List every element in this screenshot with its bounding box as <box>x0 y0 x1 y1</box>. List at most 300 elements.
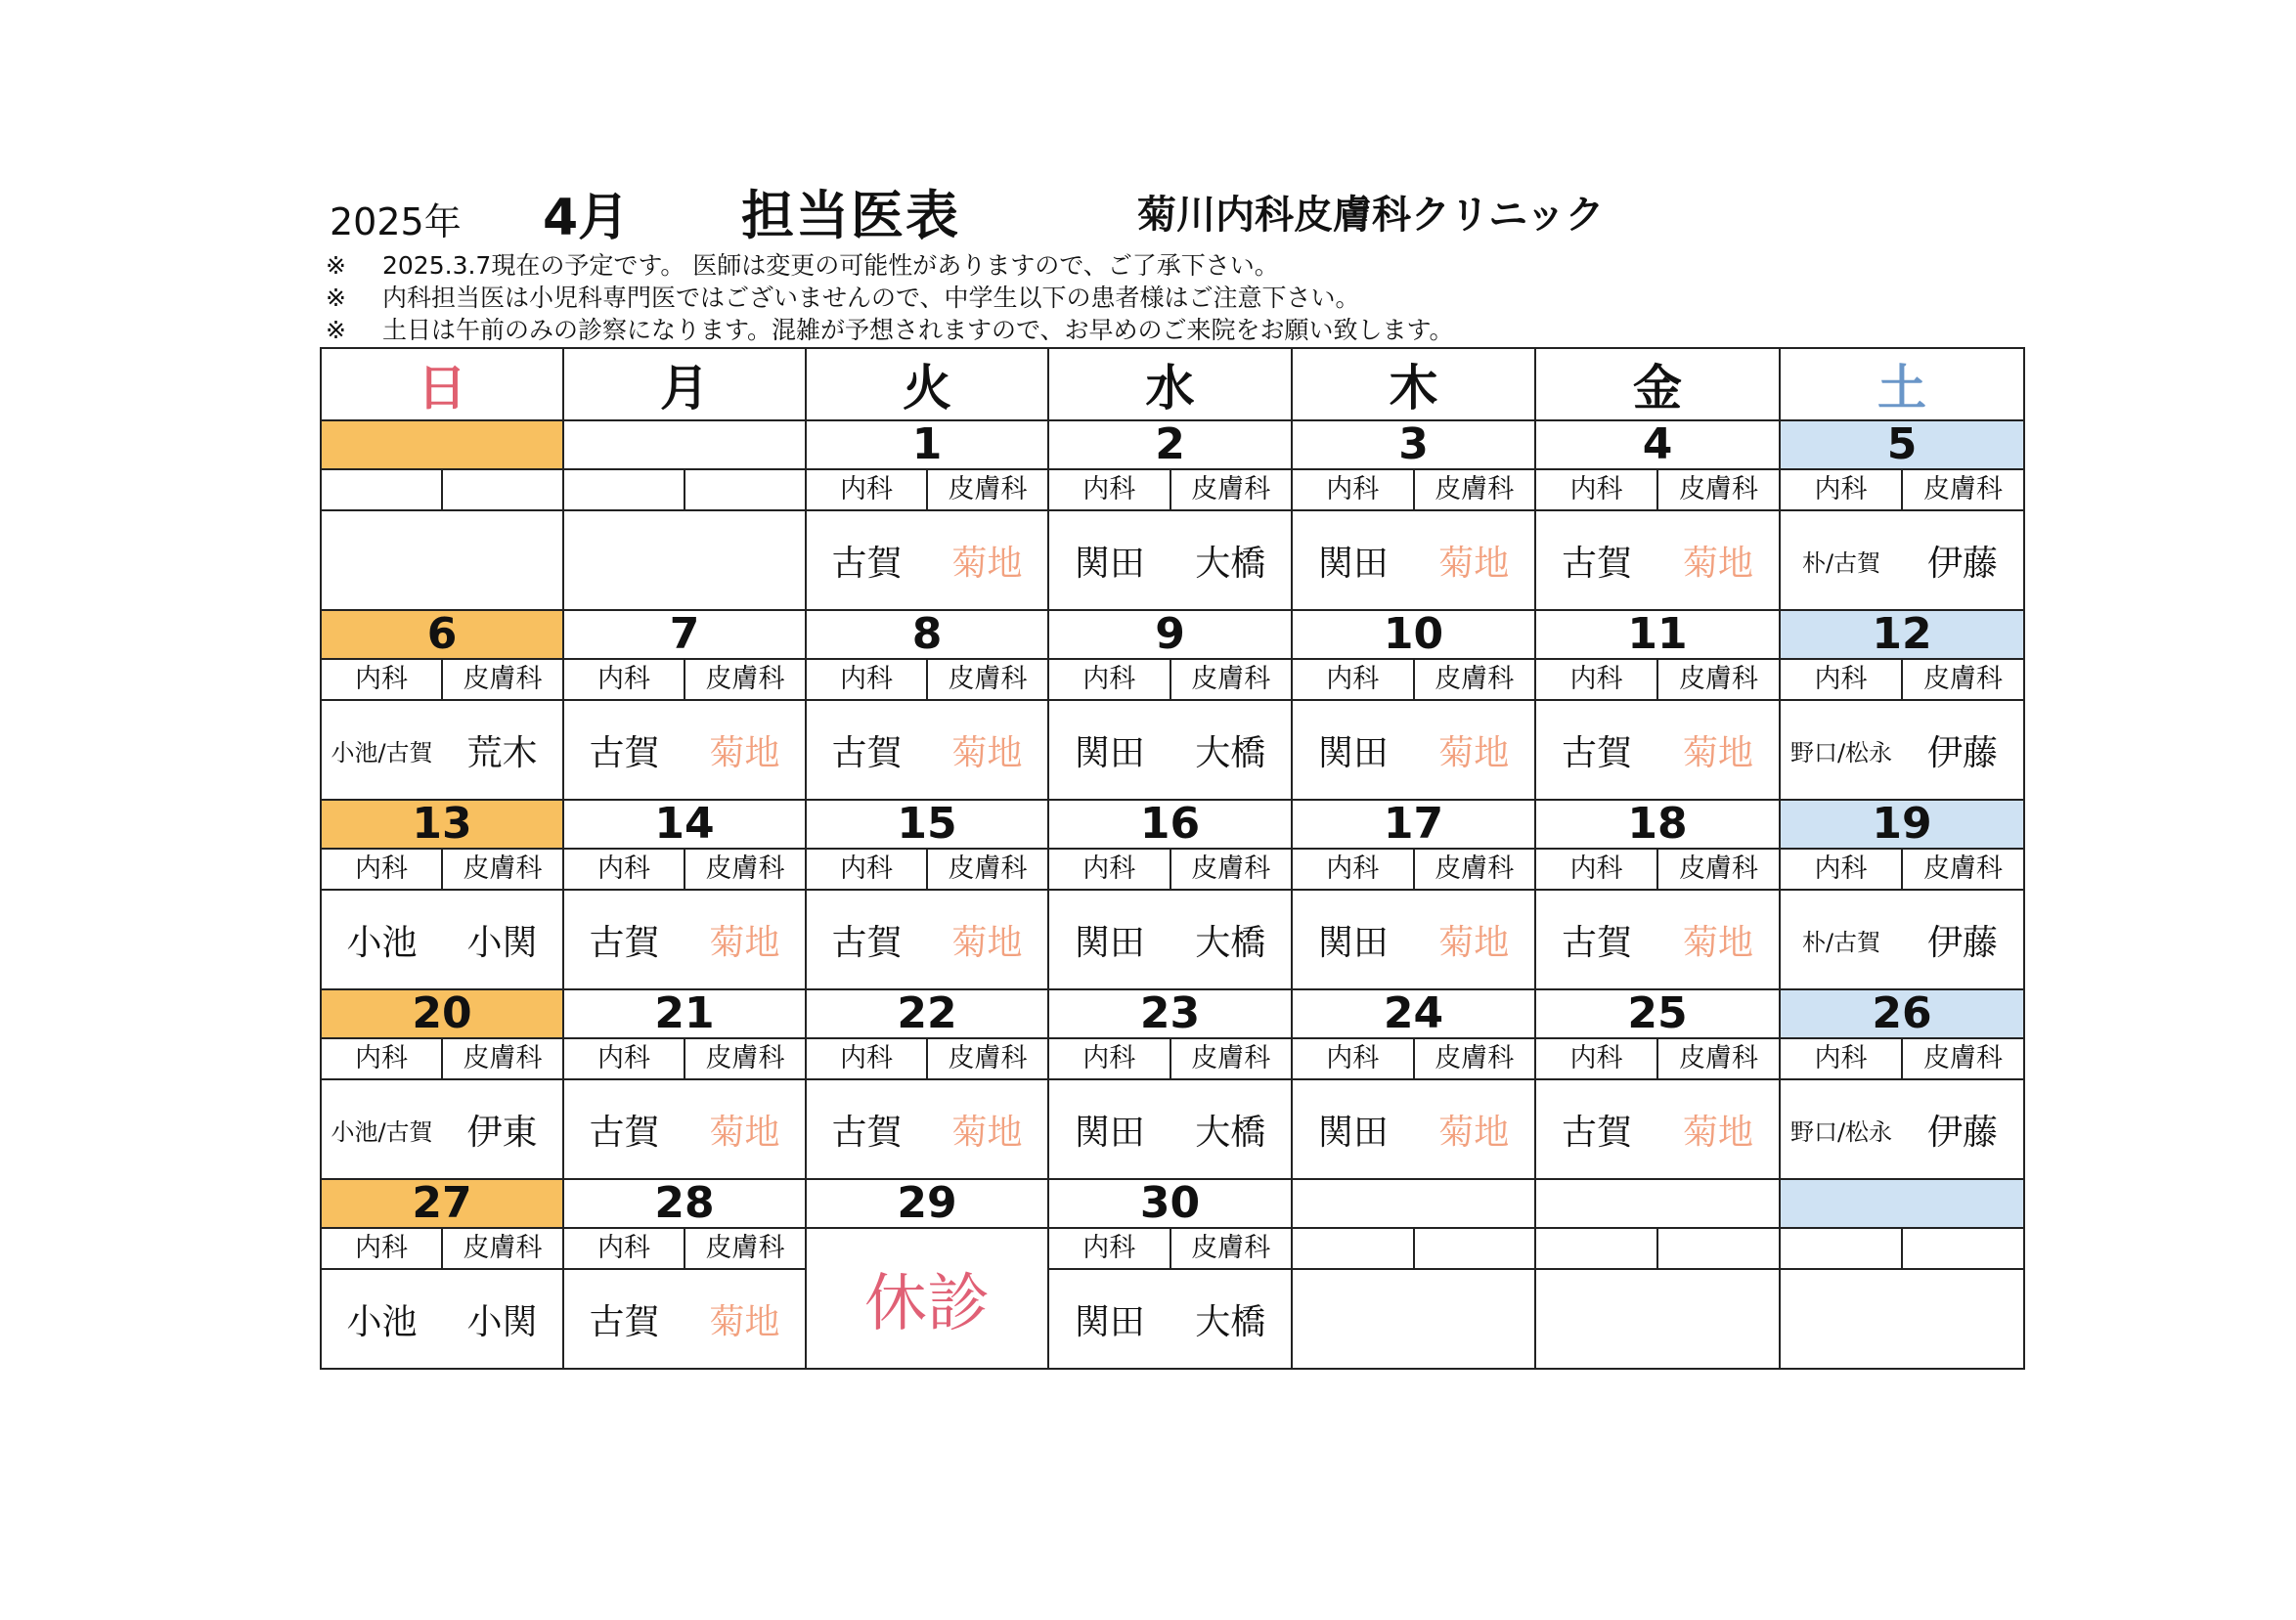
doctor-pair <box>1293 1270 1534 1368</box>
doctor-cell <box>563 1079 806 1179</box>
dept-cell <box>806 1038 1048 1079</box>
notes-list <box>326 249 1454 346</box>
internal-label: 内科 <box>564 1039 685 1078</box>
internal-doctor: 古賀 <box>831 732 903 773</box>
doctor-cell <box>1048 510 1292 610</box>
dept-pair <box>1536 1039 1779 1078</box>
internal-doctor: 古賀 <box>831 543 903 584</box>
dept-pair <box>1293 470 1534 509</box>
derm-doctor: 伊東 <box>466 1112 538 1153</box>
derm-label: 皮膚科 <box>1191 474 1271 504</box>
dept-pair <box>807 850 1047 889</box>
dept-cell <box>806 469 1048 510</box>
doctor-cell <box>321 890 563 989</box>
internal-doctor: 関田 <box>1317 1112 1389 1153</box>
doctor-cell <box>563 1269 806 1369</box>
derm-doctor: 菊地 <box>1682 922 1753 963</box>
derm-doctor: 伊藤 <box>1926 1112 1998 1153</box>
weekday-5: 金 <box>1535 348 1780 420</box>
dept-pair <box>322 1229 562 1268</box>
dept-cell <box>806 849 1048 890</box>
dept-cell <box>806 659 1048 700</box>
derm-label: 皮膚科 <box>1923 664 2003 694</box>
date-cell: 16 <box>1048 800 1292 849</box>
derm-label: 皮膚科 <box>1191 664 1271 694</box>
derm-label <box>685 470 805 509</box>
doctor-cell <box>806 890 1048 989</box>
weekday-0: 日 <box>321 348 563 420</box>
internal-label: 内科 <box>807 1039 928 1078</box>
doctor-pair <box>1536 1270 1779 1368</box>
dept-pair <box>807 660 1047 699</box>
internal-label: 内科 <box>322 1039 443 1078</box>
date-cell: 18 <box>1535 800 1780 849</box>
doctor-row <box>321 1269 2024 1369</box>
note-text: 土日は午前のみの診察になります。混雑が予想されますので、お早めのご来院をお願い致します。 <box>382 316 1454 344</box>
doctor-pair <box>1049 1270 1291 1368</box>
internal-label: 内科 <box>1049 660 1171 699</box>
internal-doctor: 古賀 <box>831 922 903 963</box>
date-row <box>321 420 2024 469</box>
doctor-cell <box>563 890 806 989</box>
date-row <box>321 989 2024 1038</box>
weekday-6: 土 <box>1780 348 2024 420</box>
dept-cell <box>1048 1228 1292 1269</box>
date-cell: 17 <box>1292 800 1535 849</box>
derm-label: 皮膚科 <box>1191 1233 1271 1263</box>
internal-label: 内科 <box>322 660 443 699</box>
date-cell: 13 <box>321 800 563 849</box>
doctor-pair <box>807 891 1047 988</box>
doctor-pair <box>1781 701 2023 799</box>
internal-label: 内科 <box>807 850 928 889</box>
internal-doctor: 関田 <box>1074 1112 1145 1153</box>
derm-label <box>443 470 562 509</box>
doctor-cell <box>1535 1079 1780 1179</box>
derm-doctor: 菊地 <box>1438 543 1510 584</box>
doctor-cell <box>1048 1269 1292 1369</box>
derm-label <box>1903 1229 2023 1268</box>
dept-row <box>321 469 2024 510</box>
derm-doctor: 大橋 <box>1195 1301 1266 1342</box>
date-cell: 25 <box>1535 989 1780 1038</box>
internal-doctor: 古賀 <box>589 922 660 963</box>
derm-label: 皮膚科 <box>1191 1043 1271 1073</box>
internal-doctor: 関田 <box>1074 922 1145 963</box>
doctor-pair <box>1536 701 1779 799</box>
dept-cell <box>321 659 563 700</box>
date-cell: 23 <box>1048 989 1292 1038</box>
doctor-pair <box>807 1080 1047 1178</box>
date-cell: 12 <box>1780 610 2024 659</box>
date-cell: 28 <box>563 1179 806 1228</box>
dept-pair <box>1049 1039 1291 1078</box>
dept-pair <box>1293 1039 1534 1078</box>
internal-label: 内科 <box>1049 1039 1171 1078</box>
date-row <box>321 1179 2024 1228</box>
date-cell: 20 <box>321 989 563 1038</box>
internal-label: 内科 <box>1293 1039 1415 1078</box>
dept-pair <box>564 660 805 699</box>
schedule-calendar <box>320 347 2025 1370</box>
doctor-pair <box>1781 1080 2023 1178</box>
doctor-cell <box>1048 700 1292 800</box>
internal-doctor: 関田 <box>1074 732 1145 773</box>
doctor-row <box>321 700 2024 800</box>
note-mark: ※ <box>326 284 346 312</box>
doctor-pair <box>564 1270 805 1368</box>
dept-cell <box>1292 1038 1535 1079</box>
date-row <box>321 610 2024 659</box>
dept-pair <box>1293 1229 1534 1268</box>
dept-pair <box>1536 470 1779 509</box>
dept-cell <box>1048 469 1292 510</box>
dept-pair <box>1781 850 2023 889</box>
date-cell: 19 <box>1780 800 2024 849</box>
derm-doctor: 荒木 <box>466 732 538 773</box>
derm-label: 皮膚科 <box>948 854 1028 884</box>
date-cell: 8 <box>806 610 1048 659</box>
doctor-cell <box>1292 890 1535 989</box>
dept-pair <box>322 470 562 509</box>
derm-label: 皮膚科 <box>1679 474 1758 504</box>
dept-cell <box>321 469 563 510</box>
date-cell <box>1780 1179 2024 1228</box>
internal-doctor: 朴/古賀 <box>1801 928 1881 956</box>
doctor-pair <box>1536 511 1779 609</box>
doctor-pair <box>564 891 805 988</box>
derm-doctor: 菊地 <box>951 543 1023 584</box>
internal-doctor: 古賀 <box>1561 732 1632 773</box>
internal-doctor: 関田 <box>1074 543 1145 584</box>
derm-doctor: 小関 <box>466 1301 538 1342</box>
derm-label: 皮膚科 <box>463 664 543 694</box>
derm-label <box>1658 1229 1779 1268</box>
doctor-row <box>321 510 2024 610</box>
doctor-pair <box>1293 511 1534 609</box>
doctor-pair <box>322 891 562 988</box>
dept-pair <box>807 470 1047 509</box>
dept-pair <box>1781 660 2023 699</box>
dept-pair <box>564 470 805 509</box>
derm-label: 皮膚科 <box>705 664 785 694</box>
internal-label: 内科 <box>1781 470 1903 509</box>
dept-pair <box>1049 850 1291 889</box>
derm-doctor: 菊地 <box>1438 1112 1510 1153</box>
doctor-cell <box>1780 700 2024 800</box>
dept-pair <box>1293 850 1534 889</box>
dept-cell <box>1535 1228 1780 1269</box>
derm-doctor: 菊地 <box>709 1301 780 1342</box>
doctor-pair <box>1049 891 1291 988</box>
derm-label: 皮膚科 <box>1435 474 1515 504</box>
dept-cell <box>1048 1038 1292 1079</box>
doctor-cell <box>1292 700 1535 800</box>
doctor-pair <box>807 701 1047 799</box>
dept-cell <box>1535 659 1780 700</box>
dept-cell <box>1292 469 1535 510</box>
note-item <box>326 314 1454 346</box>
dept-cell <box>1048 849 1292 890</box>
doctor-cell <box>321 700 563 800</box>
internal-label: 内科 <box>1293 850 1415 889</box>
internal-doctor: 古賀 <box>1561 922 1632 963</box>
date-row <box>321 800 2024 849</box>
derm-doctor: 菊地 <box>951 922 1023 963</box>
derm-doctor: 菊地 <box>709 922 780 963</box>
internal-doctor: 古賀 <box>831 1112 903 1153</box>
date-cell: 15 <box>806 800 1048 849</box>
derm-doctor: 菊地 <box>709 1112 780 1153</box>
weekday-4: 木 <box>1292 348 1535 420</box>
dept-pair <box>322 660 562 699</box>
date-cell: 7 <box>563 610 806 659</box>
internal-label: 内科 <box>1536 660 1658 699</box>
dept-pair <box>1536 850 1779 889</box>
date-cell: 6 <box>321 610 563 659</box>
derm-doctor: 大橋 <box>1195 732 1266 773</box>
doctor-cell <box>1780 1079 2024 1179</box>
derm-doctor: 大橋 <box>1195 922 1266 963</box>
doctor-cell <box>806 700 1048 800</box>
internal-doctor: 関田 <box>1317 543 1389 584</box>
internal-label: 内科 <box>322 1229 443 1268</box>
derm-label: 皮膚科 <box>1435 664 1515 694</box>
dept-cell <box>321 1228 563 1269</box>
doctor-cell <box>806 510 1048 610</box>
internal-label: 内科 <box>564 850 685 889</box>
derm-label: 皮膚科 <box>1191 854 1271 884</box>
derm-label: 皮膚科 <box>948 474 1028 504</box>
page-title: 担当医表 <box>741 185 960 246</box>
dept-cell <box>1292 1228 1535 1269</box>
dept-pair <box>1781 1039 2023 1078</box>
derm-doctor: 菊地 <box>951 1112 1023 1153</box>
date-cell: 3 <box>1292 420 1535 469</box>
dept-cell <box>1780 469 2024 510</box>
doctor-cell <box>1292 1269 1535 1369</box>
internal-doctor: 関田 <box>1317 732 1389 773</box>
doctor-cell <box>1292 510 1535 610</box>
weekday-2: 火 <box>806 348 1048 420</box>
date-cell: 10 <box>1292 610 1535 659</box>
dept-pair <box>564 850 805 889</box>
dept-cell <box>1780 659 2024 700</box>
derm-doctor: 伊藤 <box>1926 922 1998 963</box>
dept-pair <box>1781 470 2023 509</box>
dept-cell <box>563 1038 806 1079</box>
date-cell: 29 <box>806 1179 1048 1228</box>
date-cell: 22 <box>806 989 1048 1038</box>
doctor-pair <box>1781 511 2023 609</box>
date-cell: 21 <box>563 989 806 1038</box>
doctor-pair <box>564 511 805 609</box>
internal-doctor: 小池/古賀 <box>331 738 433 766</box>
dept-pair <box>1536 660 1779 699</box>
doctor-cell <box>321 510 563 610</box>
dept-pair <box>564 1229 805 1268</box>
doctor-pair <box>1293 1080 1534 1178</box>
internal-label: 内科 <box>564 660 685 699</box>
derm-label: 皮膚科 <box>1679 664 1758 694</box>
dept-cell <box>1292 659 1535 700</box>
derm-label: 皮膚科 <box>463 1043 543 1073</box>
internal-label: 内科 <box>1049 470 1171 509</box>
doctor-pair <box>322 701 562 799</box>
date-cell <box>563 420 806 469</box>
internal-label: 内科 <box>1781 660 1903 699</box>
weekday-3: 水 <box>1048 348 1292 420</box>
dept-row <box>321 849 2024 890</box>
dept-cell <box>563 1228 806 1269</box>
dept-row <box>321 1228 2024 1269</box>
dept-cell <box>563 469 806 510</box>
date-cell: 5 <box>1780 420 2024 469</box>
internal-label <box>564 470 685 509</box>
date-cell: 14 <box>563 800 806 849</box>
internal-label: 内科 <box>1536 850 1658 889</box>
dept-cell <box>1780 1228 2024 1269</box>
derm-label: 皮膚科 <box>463 854 543 884</box>
derm-label: 皮膚科 <box>1923 854 2003 884</box>
internal-label: 内科 <box>1781 850 1903 889</box>
date-cell: 26 <box>1780 989 2024 1038</box>
derm-doctor: 菊地 <box>1682 1112 1753 1153</box>
dept-cell <box>1780 849 2024 890</box>
note-text: 内科担当医は小児科専門医ではございませんので、中学生以下の患者様はご注意下さい。 <box>382 284 1360 312</box>
month-label: 4月 <box>543 189 630 247</box>
derm-doctor: 菊地 <box>1682 543 1753 584</box>
dept-cell <box>563 849 806 890</box>
derm-doctor: 伊藤 <box>1926 543 1998 584</box>
derm-label: 皮膚科 <box>463 1233 543 1263</box>
internal-label: 内科 <box>1536 1039 1658 1078</box>
date-cell <box>321 420 563 469</box>
doctor-cell <box>1535 1269 1780 1369</box>
derm-label: 皮膚科 <box>1435 854 1515 884</box>
derm-label: 皮膚科 <box>1679 854 1758 884</box>
dept-cell <box>321 1038 563 1079</box>
doctor-cell <box>1780 1269 2024 1369</box>
derm-label: 皮膚科 <box>705 1233 785 1263</box>
internal-label: 内科 <box>807 660 928 699</box>
note-mark: ※ <box>326 316 346 344</box>
doctor-pair <box>564 1080 805 1178</box>
derm-label <box>1415 1229 1535 1268</box>
internal-doctor: 古賀 <box>1561 543 1632 584</box>
derm-label: 皮膚科 <box>1923 1043 2003 1073</box>
doctor-pair <box>1781 891 2023 988</box>
internal-doctor: 古賀 <box>589 732 660 773</box>
internal-doctor: 古賀 <box>1561 1112 1632 1153</box>
internal-label: 内科 <box>1293 470 1415 509</box>
doctor-row <box>321 1079 2024 1179</box>
doctor-pair <box>1781 1270 2023 1368</box>
dept-cell <box>1535 1038 1780 1079</box>
dept-cell <box>321 849 563 890</box>
internal-label: 内科 <box>1049 1229 1171 1268</box>
doctor-cell <box>1780 510 2024 610</box>
doctor-cell <box>321 1269 563 1369</box>
year-label: 2025年 <box>330 200 462 243</box>
internal-label: 内科 <box>807 470 928 509</box>
internal-label: 内科 <box>1293 660 1415 699</box>
internal-label <box>1536 1229 1658 1268</box>
internal-doctor: 野口/松永 <box>1789 738 1893 766</box>
internal-doctor: 小池/古賀 <box>331 1117 433 1146</box>
internal-doctor: 小池 <box>346 1301 418 1342</box>
date-cell: 27 <box>321 1179 563 1228</box>
derm-label: 皮膚科 <box>705 854 785 884</box>
dept-pair <box>1781 1229 2023 1268</box>
dept-pair <box>564 1039 805 1078</box>
dept-pair <box>1049 660 1291 699</box>
dept-cell <box>1535 849 1780 890</box>
internal-doctor: 関田 <box>1317 922 1389 963</box>
dept-pair <box>322 850 562 889</box>
note-mark: ※ <box>326 251 346 280</box>
date-cell: 1 <box>806 420 1048 469</box>
internal-label: 内科 <box>1536 470 1658 509</box>
internal-label: 内科 <box>1781 1039 1903 1078</box>
derm-doctor: 菊地 <box>709 732 780 773</box>
internal-label: 内科 <box>564 1229 685 1268</box>
derm-doctor: 菊地 <box>951 732 1023 773</box>
internal-doctor: 古賀 <box>589 1112 660 1153</box>
internal-label <box>1293 1229 1415 1268</box>
derm-doctor: 大橋 <box>1195 1112 1266 1153</box>
dept-pair <box>807 1039 1047 1078</box>
internal-label <box>1781 1229 1903 1268</box>
clinic-name: 菊川内科皮膚科クリニック <box>1137 193 1605 238</box>
doctor-pair <box>1293 891 1534 988</box>
derm-doctor: 菊地 <box>1438 922 1510 963</box>
date-cell: 4 <box>1535 420 1780 469</box>
derm-label: 皮膚科 <box>1435 1043 1515 1073</box>
weekday-1: 月 <box>563 348 806 420</box>
dept-cell <box>1780 1038 2024 1079</box>
dept-cell <box>1048 659 1292 700</box>
doctor-cell <box>1535 700 1780 800</box>
internal-label: 内科 <box>1049 850 1171 889</box>
internal-doctor: 朴/古賀 <box>1801 548 1881 577</box>
derm-label: 皮膚科 <box>705 1043 785 1073</box>
dept-cell <box>563 659 806 700</box>
doctor-pair <box>322 1270 562 1368</box>
doctor-pair <box>322 511 562 609</box>
internal-doctor: 関田 <box>1074 1301 1145 1342</box>
doctor-pair <box>1536 891 1779 988</box>
note-item <box>326 282 1454 314</box>
doctor-cell <box>1048 1079 1292 1179</box>
derm-doctor: 小関 <box>466 922 538 963</box>
doctor-cell <box>806 1079 1048 1179</box>
internal-label <box>322 470 443 509</box>
derm-label: 皮膚科 <box>1679 1043 1758 1073</box>
date-cell <box>1535 1179 1780 1228</box>
doctor-pair <box>1049 701 1291 799</box>
doctor-cell <box>1780 890 2024 989</box>
doctor-cell <box>563 700 806 800</box>
dept-pair <box>1049 470 1291 509</box>
doctor-cell <box>1535 510 1780 610</box>
derm-doctor: 菊地 <box>1682 732 1753 773</box>
internal-doctor: 古賀 <box>589 1301 660 1342</box>
doctor-cell <box>1535 890 1780 989</box>
derm-label: 皮膚科 <box>948 1043 1028 1073</box>
internal-doctor: 小池 <box>346 922 418 963</box>
derm-doctor: 菊地 <box>1438 732 1510 773</box>
